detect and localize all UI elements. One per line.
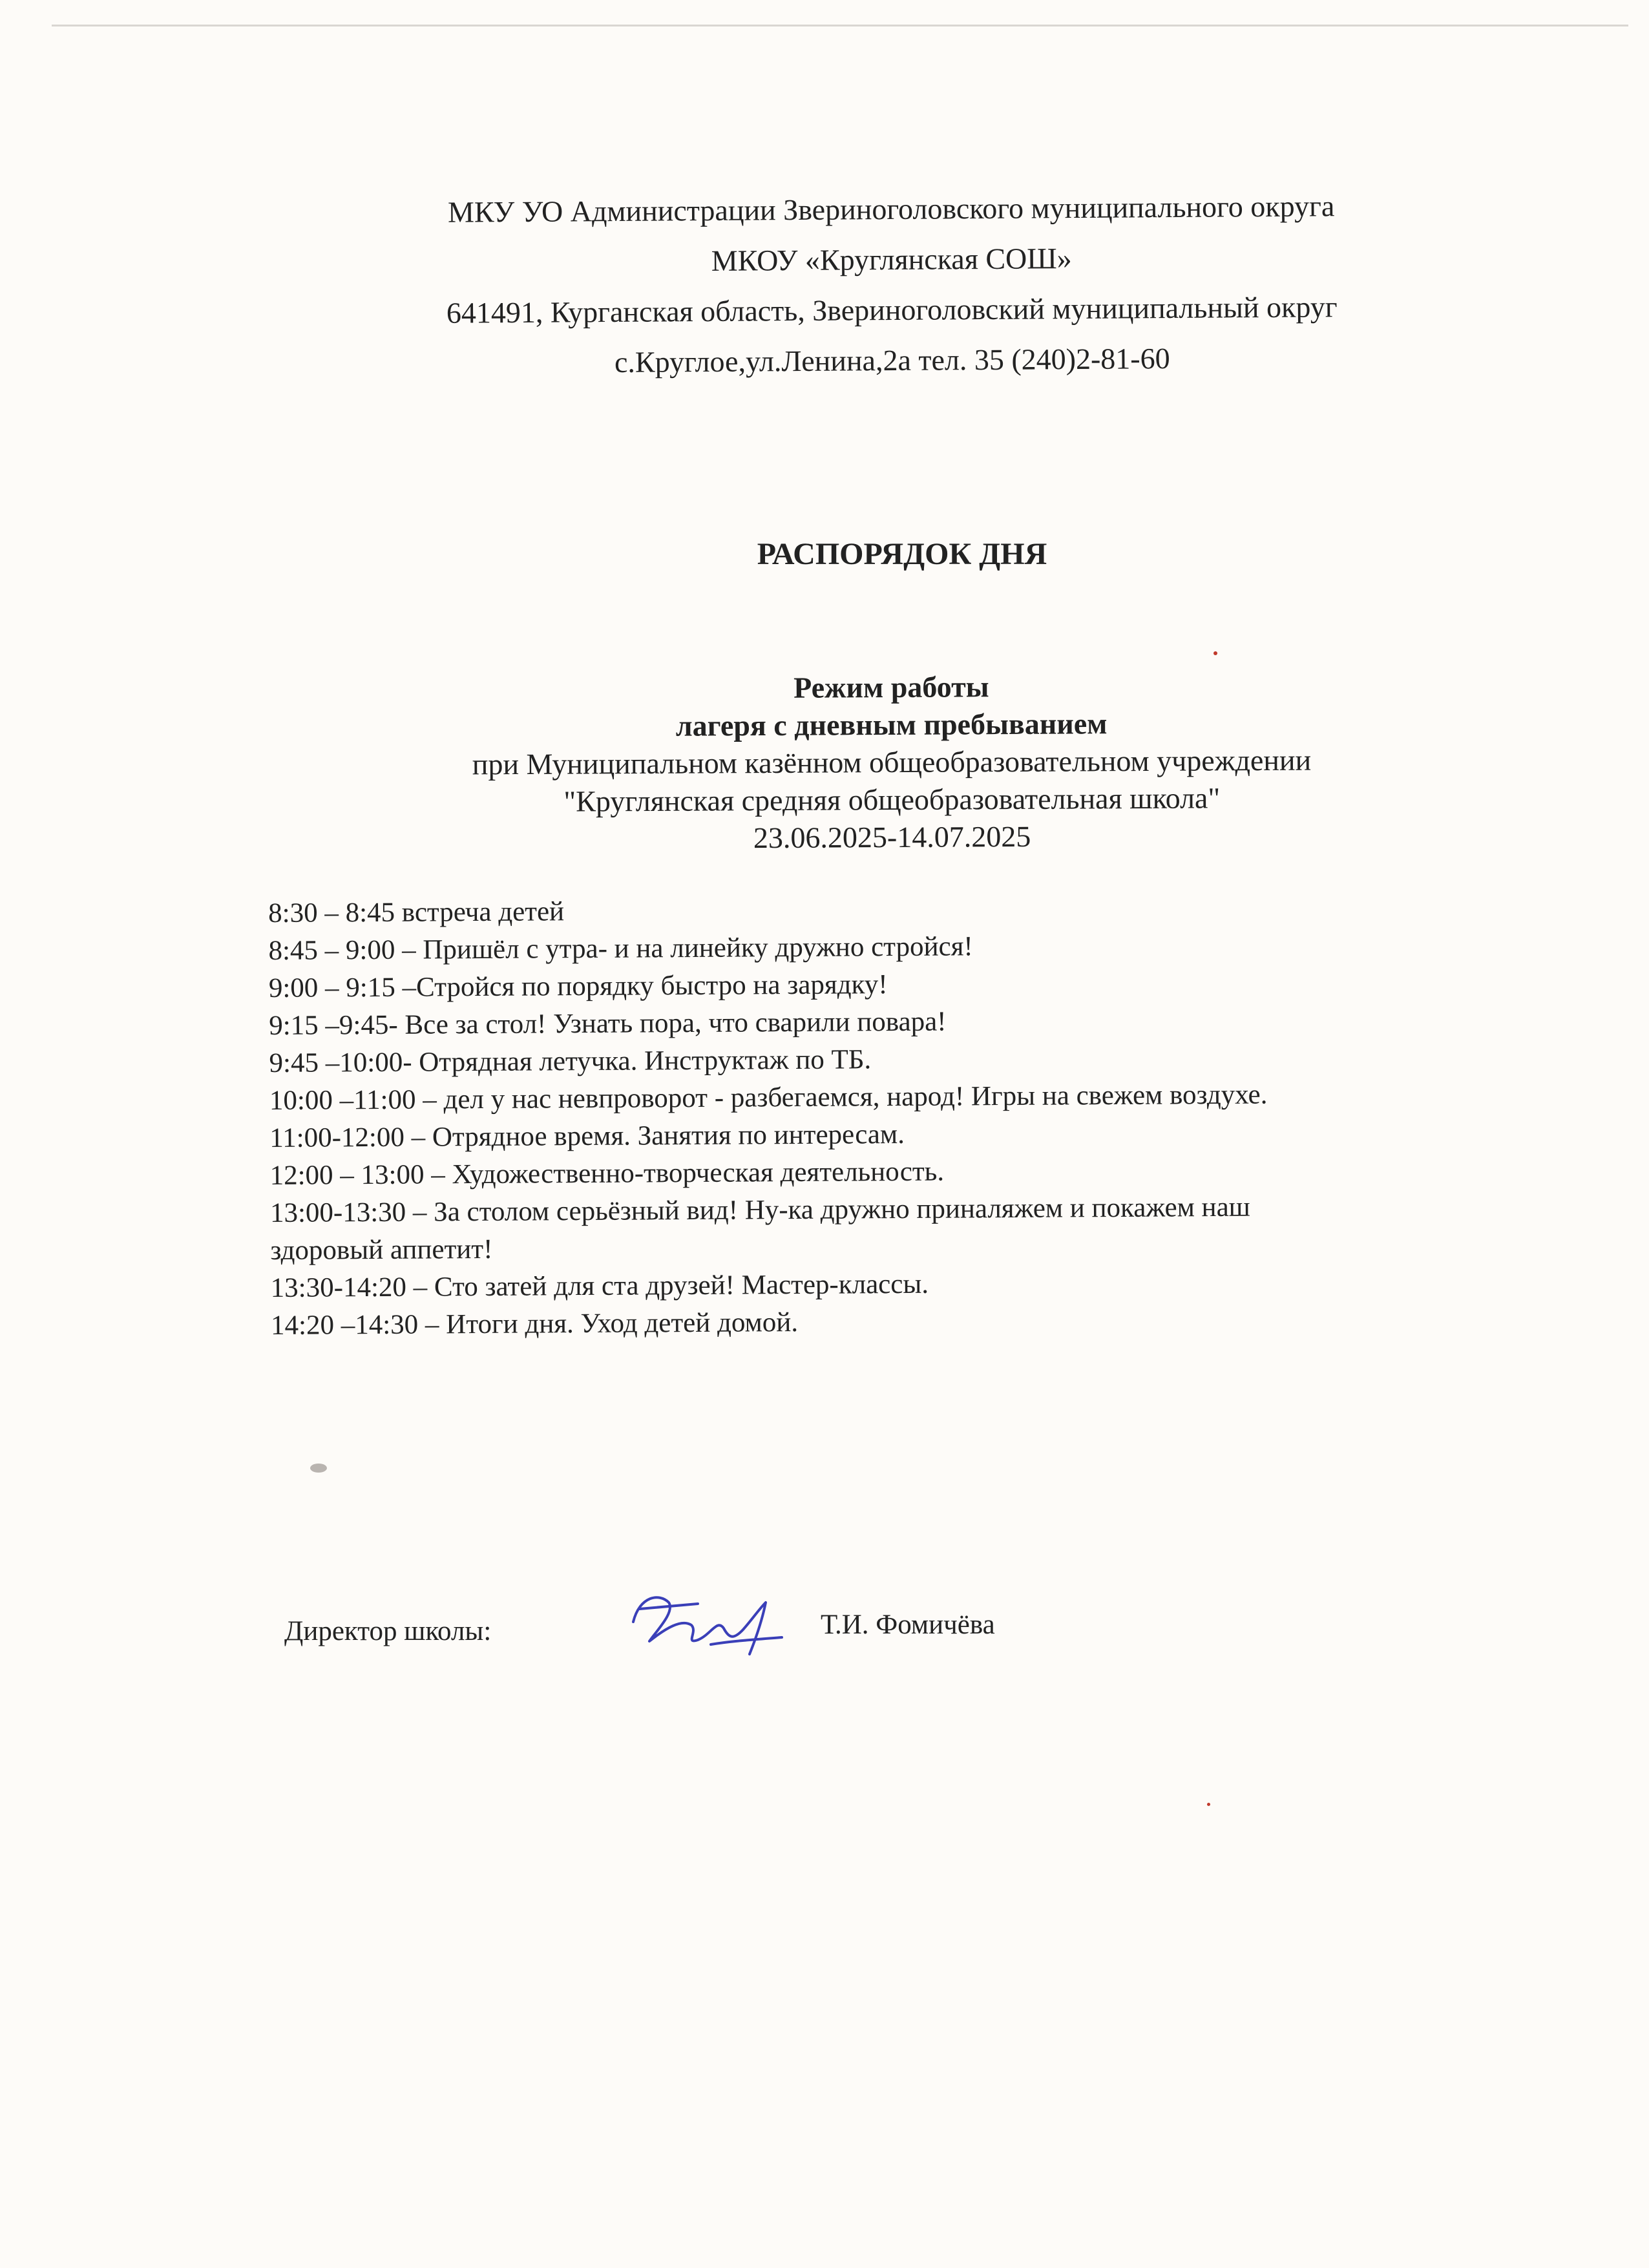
letterhead [258,180,1526,390]
schedule-item: 9:15 –9:45- Все за стол! Узнать пора, что сварили повара! [269,1006,947,1041]
subtitle-school-name: "Круглянская средняя общеобразовательная школа" [563,781,1221,818]
page-edge [52,25,1628,26]
schedule-item: 9:45 –10:00- Отрядная летучка. Инструктаж по ТБ. [269,1044,872,1078]
schedule-item: 12:00 – 13:00 – Художественно-творческая деятельность. [269,1156,945,1191]
schedule-item: здоровый аппетит! [270,1234,493,1266]
schedule-item: 8:30 – 8:45 встреча детей [268,896,565,929]
document-title: РАСПОРЯДОК ДНЯ [757,537,1047,571]
subtitle-dates: 23.06.2025-14.07.2025 [753,819,1031,855]
subtitle-institution: при Муниципальном казённом общеобразовательном учреждении [472,743,1312,781]
subtitle-mode: Режим работы [793,670,989,704]
schedule-item: 11:00-12:00 – Отрядное время. Занятия по интересам. [269,1118,905,1153]
letterhead-contact: с.Круглое,ул.Ленина,2а тел. 35 (240)2-81-60 [614,341,1170,379]
letterhead-address: 641491, Курганская область, Звериноголовский муниципальный округ [446,290,1338,330]
schedule-item: 14:20 –14:30 – Итоги дня. Уход детей домой. [270,1307,799,1341]
signature-block [284,1583,1189,1686]
letterhead-organization: МКУ УО Администрации Звериноголовского муниципального округа [447,189,1335,229]
scan-speck [1213,651,1217,655]
handwritten-signature [620,1583,788,1661]
schedule-item: 13:00-13:30 – За столом серьёзный вид! Ну-ка дружно приналяжем и покажем наш [269,1192,1250,1228]
schedule-item: 8:45 – 9:00 – Пришёл с утра- и на линейку дружно стройся! [268,931,973,966]
scan-speck [310,1464,327,1473]
document-subtitle [374,666,1409,859]
subtitle-camp: лагеря с дневным пребыванием [675,707,1108,742]
schedule-list [268,887,1498,1345]
schedule-item: 13:30-14:20 – Сто затей для ста друзей! Мастер-классы. [270,1268,929,1303]
letterhead-school: МКОУ «Круглянская СОШ» [711,242,1072,277]
signature-label: Директор школы: [284,1616,492,1646]
signature-name: Т.И. Фомичёва [821,1610,995,1640]
scan-speck [1207,1803,1210,1806]
schedule-item: 10:00 –11:00 – дел у нас невпроворот - разбегаемся, народ! Игры на свежем воздухе. [269,1079,1268,1116]
schedule-item: 9:00 – 9:15 –Стройся по порядку быстро на зарядку! [268,969,888,1003]
